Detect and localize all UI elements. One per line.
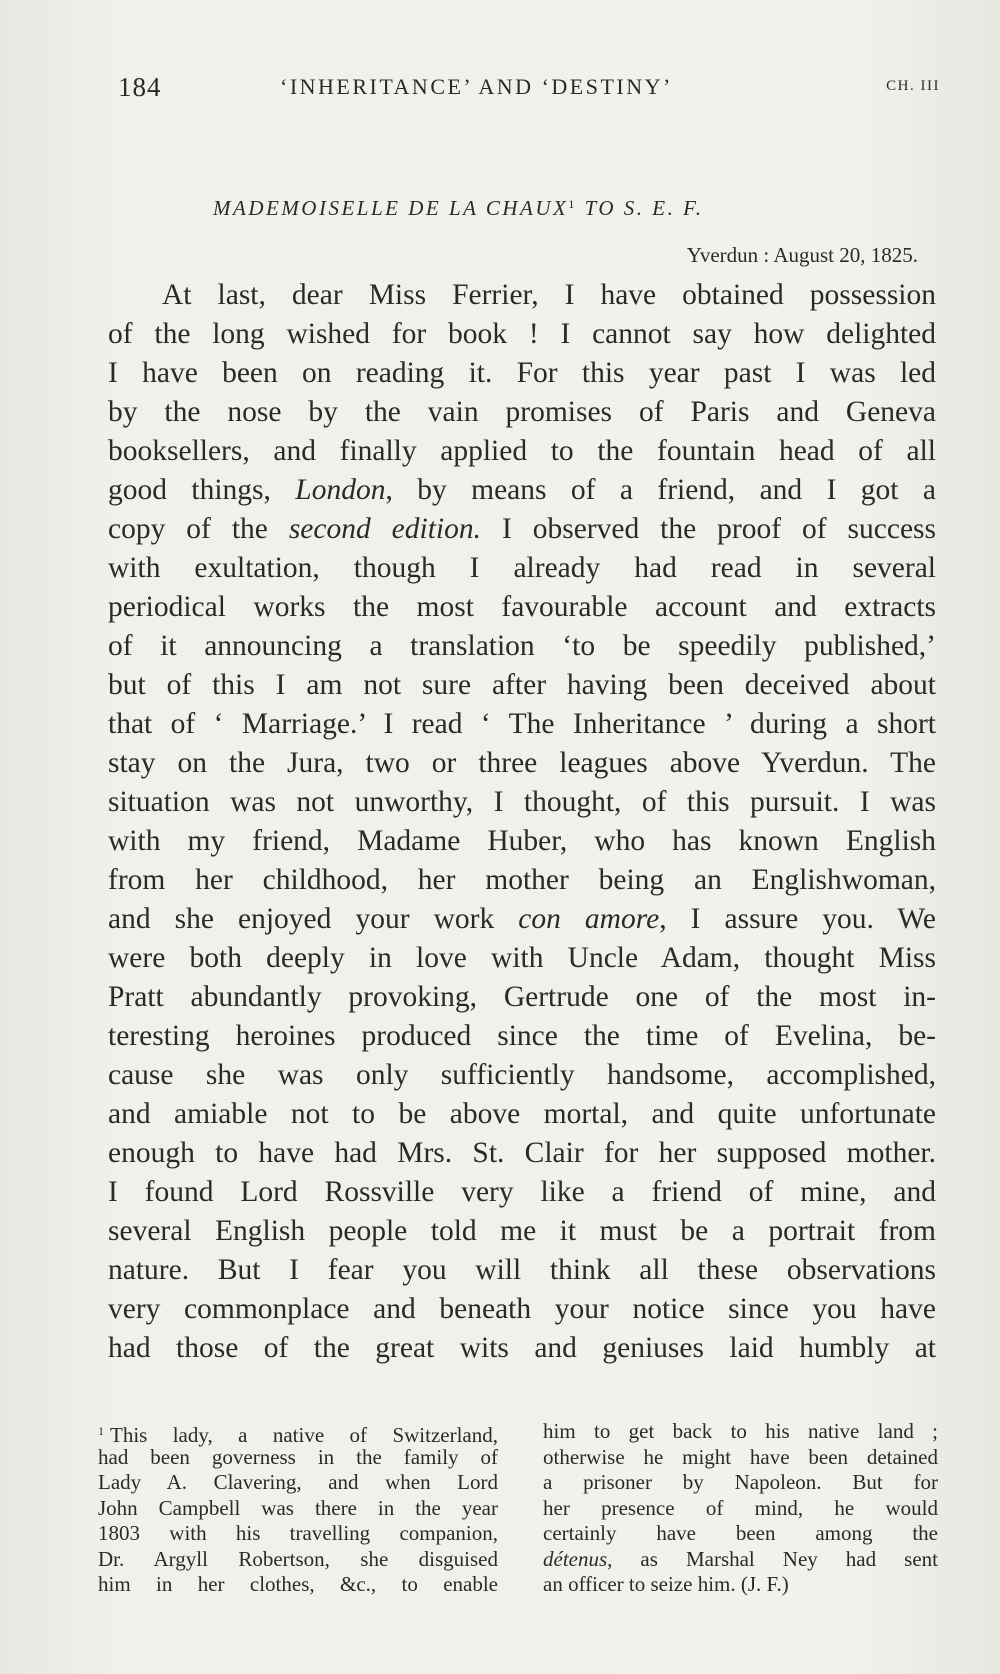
text-segment: I found Lord Rossville very like a friend of mine, and bbox=[108, 1176, 936, 1208]
letter-body bbox=[108, 276, 936, 1368]
text-segment: from her childhood, her mother being an Englishwoman, bbox=[108, 864, 936, 896]
body-line bbox=[108, 744, 936, 783]
text-segment: certainly have been among the bbox=[543, 1521, 938, 1545]
text-segment: Lady A. Clavering, and when Lord bbox=[98, 1470, 498, 1494]
footnote-line bbox=[543, 1419, 938, 1445]
text-segment: and she enjoyed your work bbox=[108, 903, 519, 935]
running-title: ‘INHERITANCE’ AND ‘DESTINY’ bbox=[280, 74, 673, 99]
footnote-line bbox=[98, 1445, 498, 1471]
footnote-line bbox=[98, 1419, 498, 1445]
text-segment: but of this I am not sure after having been deceived about bbox=[108, 669, 936, 701]
footnote-column-left bbox=[98, 1419, 498, 1598]
footnote-mark: 1 bbox=[98, 1424, 104, 1438]
text-segment: of it announcing a translation ‘to be speedily published,’ bbox=[108, 630, 936, 662]
body-line bbox=[108, 861, 936, 900]
body-line bbox=[108, 1173, 936, 1212]
footnote-line bbox=[543, 1445, 938, 1471]
running-head bbox=[118, 72, 940, 112]
text-segment: of the long wished for book ! I cannot say how delighted bbox=[108, 318, 936, 350]
text-segment: had been governess in the family of bbox=[98, 1444, 498, 1469]
text-segment: and amiable not to be above mortal, and quite unfortunate bbox=[108, 1098, 936, 1130]
letter-heading-sender: MADEMOISELLE DE LA CHAUX bbox=[213, 196, 569, 220]
body-line bbox=[108, 588, 936, 627]
footnote-line bbox=[98, 1521, 498, 1547]
text-segment: a prisoner by Napoleon. But for bbox=[543, 1470, 938, 1494]
body-line bbox=[108, 627, 936, 666]
text-segment: , I assure you. We bbox=[659, 903, 936, 935]
body-line bbox=[108, 1329, 936, 1368]
chapter-mark: CH. III bbox=[886, 78, 940, 94]
footnote-line bbox=[543, 1572, 938, 1598]
text-segment: good things, bbox=[108, 474, 296, 506]
text-segment: very commonplace and beneath your notice since you have bbox=[108, 1293, 936, 1325]
text-segment: with my friend, Madame Huber, who has known English bbox=[108, 825, 936, 857]
text-segment: enough to have had Mrs. St. Clair for her supposed mother. bbox=[108, 1137, 936, 1169]
body-line bbox=[108, 510, 936, 549]
body-line bbox=[108, 315, 936, 354]
text-segment: him to get back to his native land ; bbox=[543, 1419, 938, 1443]
text-segment: stay on the Jura, two or three leagues above Yverdun. The bbox=[108, 747, 936, 779]
body-line bbox=[108, 900, 936, 939]
body-line bbox=[108, 276, 936, 315]
body-line bbox=[108, 783, 936, 822]
body-line bbox=[108, 1134, 936, 1173]
text-segment: were both deeply in love with Uncle Adam, thought Miss bbox=[108, 942, 936, 974]
body-line bbox=[108, 1017, 936, 1056]
text-segment: an officer to seize him. (J. F.) bbox=[543, 1572, 789, 1596]
text-segment: with exultation, though I already had read in several bbox=[108, 552, 936, 584]
text-segment: that of ‘ Marriage.’ I read ‘ The Inheritance ’ during a short bbox=[108, 708, 936, 740]
text-segment: nature. But I fear you will think all these observations bbox=[108, 1254, 936, 1286]
footnote-line bbox=[543, 1521, 938, 1547]
body-line bbox=[108, 705, 936, 744]
text-segment: I observed the proof of success bbox=[481, 513, 936, 545]
footnote-line bbox=[543, 1470, 938, 1496]
text-segment: teresting heroines produced since the time of Evelina, be- bbox=[108, 1020, 936, 1052]
body-line bbox=[108, 1095, 936, 1134]
footnote bbox=[98, 1419, 940, 1619]
body-line bbox=[108, 1290, 936, 1329]
body-line bbox=[108, 1251, 936, 1290]
body-line bbox=[108, 1212, 936, 1251]
body-line bbox=[108, 393, 936, 432]
footnote-line bbox=[98, 1496, 498, 1522]
footnote-reference: 1 bbox=[568, 197, 577, 211]
letter-heading bbox=[213, 196, 853, 221]
text-segment: her presence of mind, he would bbox=[543, 1495, 938, 1520]
footnote-line bbox=[98, 1547, 498, 1573]
text-segment: booksellers, and finally applied to the fountain head of all bbox=[108, 435, 936, 467]
text-segment: situation was not unworthy, I thought, of this pursuit. I was bbox=[108, 786, 936, 818]
body-line bbox=[108, 666, 936, 705]
page-number: 184 bbox=[118, 72, 162, 102]
footnote-line bbox=[98, 1470, 498, 1496]
footnote-line bbox=[98, 1572, 498, 1598]
letter-heading-recipient: TO S. E. F. bbox=[576, 196, 704, 220]
body-line bbox=[108, 1056, 936, 1095]
text-segment: him in her clothes, &c., to enable bbox=[98, 1572, 498, 1596]
letter-dateline: Yverdun : August 20, 1825. bbox=[686, 243, 918, 267]
body-line bbox=[108, 471, 936, 510]
body-line bbox=[108, 354, 936, 393]
italic-text: London bbox=[295, 474, 386, 506]
body-line bbox=[108, 978, 936, 1017]
body-line bbox=[108, 822, 936, 861]
text-segment: 1803 with his travelling companion, bbox=[98, 1521, 498, 1545]
body-line bbox=[108, 549, 936, 588]
text-segment: I have been on reading it. For this year past I was led bbox=[108, 357, 936, 389]
text-segment: by the nose by the vain promises of Paris and Geneva bbox=[108, 396, 936, 428]
text-segment: , as Marshal Ney had sent bbox=[607, 1546, 938, 1571]
body-line bbox=[108, 939, 936, 978]
text-segment: cause she was only sufficiently handsome, accomplished, bbox=[108, 1059, 936, 1091]
text-segment: several English people told me it must be a portrait from bbox=[108, 1215, 936, 1247]
italic-text: détenus bbox=[543, 1546, 608, 1571]
text-segment: otherwise he might have been detained bbox=[543, 1444, 938, 1469]
footnote-line bbox=[543, 1547, 938, 1573]
text-segment: This lady, a native of Switzerland, bbox=[110, 1423, 498, 1447]
text-segment: Pratt abundantly provoking, Gertrude one of the most in- bbox=[108, 981, 936, 1013]
footnote-column-right bbox=[543, 1419, 938, 1598]
text-segment: had those of the great wits and geniuses laid humbly at bbox=[108, 1332, 936, 1364]
italic-text: con amore bbox=[518, 903, 660, 935]
text-segment: At last, dear Miss Ferrier, I have obtained possession bbox=[162, 279, 936, 311]
text-segment: , by means of a friend, and I got a bbox=[385, 474, 936, 506]
text-segment: copy of the bbox=[108, 513, 289, 545]
text-segment: John Campbell was there in the year bbox=[98, 1495, 498, 1520]
text-segment: Dr. Argyll Robertson, she disguised bbox=[98, 1546, 498, 1571]
footnote-line bbox=[543, 1496, 938, 1522]
italic-text: second edition. bbox=[288, 513, 481, 545]
body-line bbox=[108, 432, 936, 471]
text-segment: periodical works the most favourable account and extracts bbox=[108, 591, 936, 623]
